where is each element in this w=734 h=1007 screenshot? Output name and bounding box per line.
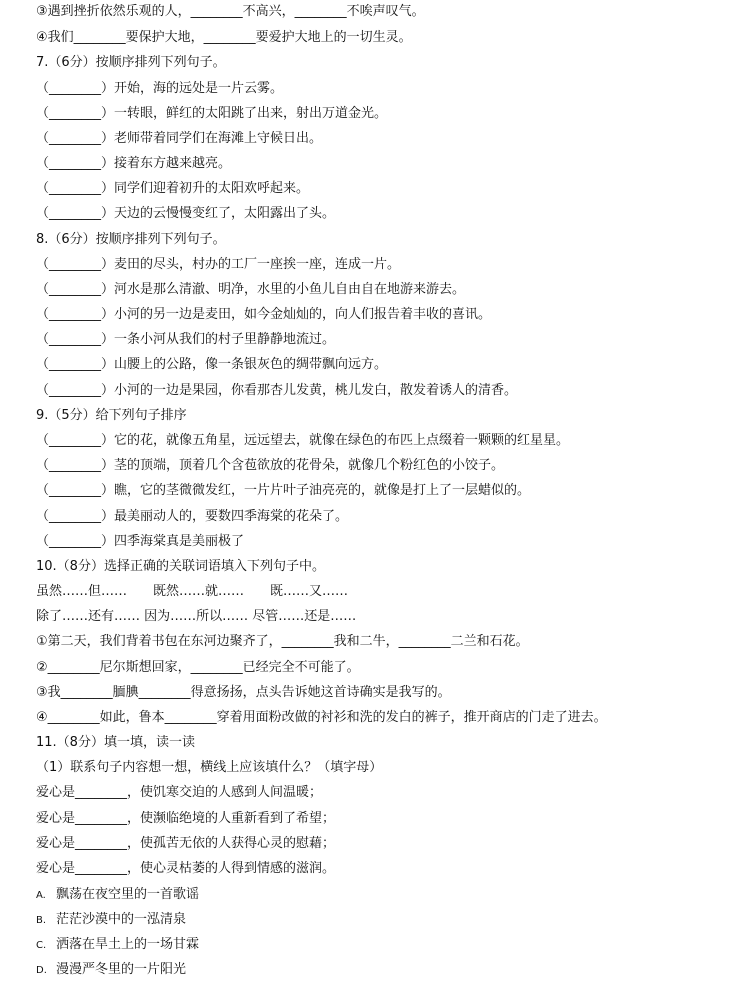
ordering-item: （________）它的花，就像五角星，远远望去，就像在绿色的布匹上点缀着一颗颗的红星星。: [36, 433, 570, 448]
text-line: ③遇到挫折依然乐观的人，________不高兴，________不唉声叹气。: [36, 4, 425, 19]
option-letter: B.: [36, 915, 47, 926]
answer-option: [36, 936, 199, 955]
text-line: 虽然……但…… 既然……就…… 既……又……: [36, 584, 349, 599]
option-text: 飘荡在夜空里的一首歌谣: [56, 887, 200, 902]
option-letter: C.: [36, 940, 47, 951]
text-line: 爱心是________，使饥寒交迫的人感到人间温暖；: [36, 785, 323, 800]
text-line: ①第二天，我们背着书包在东河边聚齐了，________我和二牛，________二兰和石花。: [36, 634, 529, 649]
question-heading: 7.（6分）按顺序排列下列句子。: [36, 55, 226, 70]
ordering-item: （________）老师带着同学们在海滩上守候日出。: [36, 131, 323, 146]
ordering-item: （________）四季海棠真是美丽极了: [36, 534, 245, 549]
text-line: 爱心是________，使心灵枯萎的人得到情感的滋润。: [36, 861, 336, 876]
ordering-item: （________）小河的另一边是麦田，如今金灿灿的，向人们报告着丰收的喜讯。: [36, 307, 492, 322]
text-line: ③我________腼腆________得意扬扬，点头告诉她这首诗确实是我写的。: [36, 685, 451, 700]
text-line: 爱心是________，使孤苦无依的人获得心灵的慰藉；: [36, 836, 336, 851]
text-line: 除了……还有…… 因为……所以…… 尽管……还是……: [36, 609, 357, 624]
ordering-item: （________）瞧，它的茎微微发红，一片片叶子油亮亮的，就像是打上了一层蜡似的。: [36, 483, 531, 498]
question-heading: 9.（5分）给下列句子排序: [36, 408, 187, 423]
answer-option: [36, 961, 186, 980]
ordering-item: （________）一条小河从我们的村子里静静地流过。: [36, 332, 336, 347]
text-line: ④________如此，鲁本________穿着用面粉改做的衬衫和洗的发白的裤子，推开商店的门走了进去。: [36, 710, 607, 725]
option-text: 漫漫严冬里的一片阳光: [56, 962, 187, 977]
ordering-item: （________）茎的顶端，顶着几个含苞欲放的花骨朵，就像几个粉红色的小饺子。: [36, 458, 505, 473]
ordering-item: （________）小河的一边是果园，你看那杏儿发黄，桃儿发白，散发着诱人的清香。: [36, 383, 518, 398]
answer-option: [36, 911, 186, 930]
option-text: 茫茫沙漠中的一泓清泉: [56, 912, 187, 927]
text-line: ②________尼尔斯想回家，________已经完全不可能了。: [36, 660, 360, 675]
option-letter: D.: [36, 965, 47, 976]
ordering-item: （________）同学们迎着初升的太阳欢呼起来。: [36, 181, 310, 196]
question-heading: 11.（8分）填一填，读一读: [36, 735, 195, 750]
question-heading: 10.（8分）选择正确的关联词语填入下列句子中。: [36, 559, 325, 574]
ordering-item: （________）河水是那么清澈、明净，水里的小鱼儿自由自在地游来游去。: [36, 282, 466, 297]
option-letter: A.: [36, 890, 46, 901]
ordering-item: （________）最美丽动人的，要数四季海棠的花朵了。: [36, 509, 349, 524]
ordering-item: （________）开始，海的远处是一片云雾。: [36, 81, 284, 96]
text-line: 爱心是________，使濒临绝境的人重新看到了希望；: [36, 811, 336, 826]
ordering-item: （________）天边的云慢慢变红了，太阳露出了头。: [36, 206, 336, 221]
answer-option: [36, 886, 199, 905]
text-line: （1）联系句子内容想一想，横线上应该填什么？（填字母）: [36, 760, 383, 775]
option-text: 洒落在旱土上的一场甘霖: [56, 937, 200, 952]
ordering-item: （________）麦田的尽头，村办的工厂一座挨一座，连成一片。: [36, 257, 401, 272]
text-line: ④我们________要保护大地，________要爱护大地上的一切生灵。: [36, 30, 412, 45]
question-heading: 8.（6分）按顺序排列下列句子。: [36, 232, 226, 247]
ordering-item: （________）一转眼，鲜红的太阳跳了出来，射出万道金光。: [36, 106, 388, 121]
ordering-item: （________）接着东方越来越亮。: [36, 156, 232, 171]
ordering-item: （________）山腰上的公路，像一条银灰色的绸带飘向远方。: [36, 357, 388, 372]
